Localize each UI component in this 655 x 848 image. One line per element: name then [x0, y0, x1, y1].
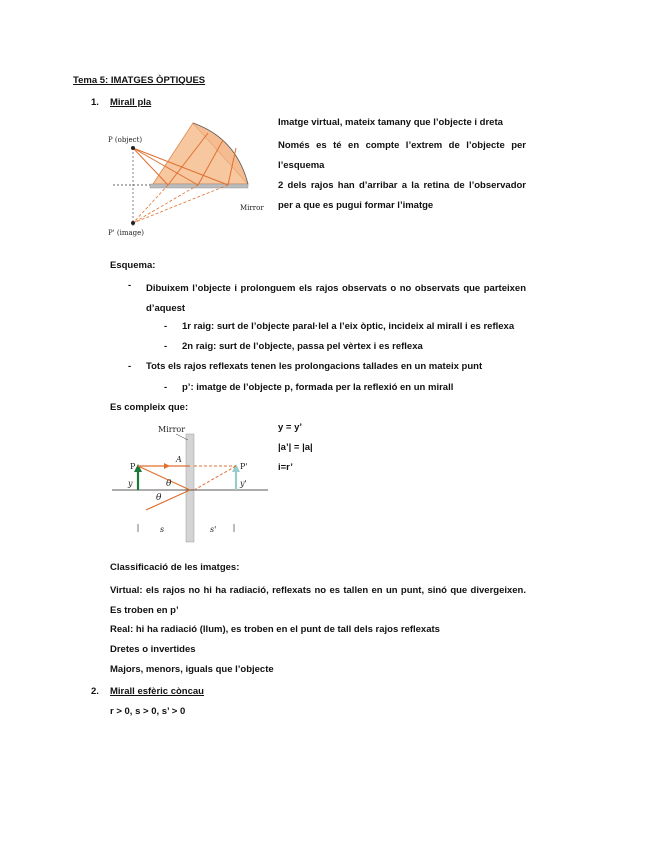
section-1-number: 1. — [91, 97, 99, 108]
ray-reflected-2 — [146, 490, 190, 510]
esquema-bullet-1: Dibuixem l’objecte i prolonguem els rajos observats o no observats que parteixen d’aquest — [146, 283, 526, 314]
esquema-heading: Esquema: — [110, 260, 156, 271]
esquema-sub-3: p’: imatge de l’objecte p, formada per la reflexió en un mirall — [182, 382, 454, 393]
figure-mirror-geometry — [110, 420, 270, 544]
extension-1 — [133, 185, 168, 223]
intro-paragraph-3: 2 dels rajos han d’arribar a la retina de l’observador per a que es pugui formar l’imatge — [278, 180, 526, 211]
label-y: y — [128, 479, 133, 488]
extension-vertex — [194, 466, 236, 490]
label-object: P (object) — [108, 136, 143, 144]
label-Pprime: P' — [240, 462, 248, 471]
label-sprime: s' — [210, 525, 217, 534]
ray-1 — [133, 148, 168, 185]
intro-paragraph-2: Només es té en compte l’extrem de l’objecte per l’esquema — [278, 140, 526, 171]
image-point — [131, 221, 135, 225]
label-theta-1: θ — [166, 479, 172, 489]
figure-plane-mirror-observer — [108, 118, 270, 240]
extension-2 — [133, 185, 198, 223]
label-yprime: y' — [240, 479, 247, 488]
label-A: A — [176, 455, 182, 464]
bullet-dash: - — [128, 361, 132, 372]
esquema-bullet-2: Tots els rajos reflexats tenen les prolongacions tallades en un mateix punt — [146, 361, 483, 372]
classificacio-dretes: Dretes o invertides — [110, 644, 196, 655]
section-2-number: 2. — [91, 686, 99, 697]
equation-2: |a’| = |a| — [278, 442, 313, 453]
concave-condition: r > 0, s > 0, s’ > 0 — [110, 706, 186, 717]
section-1-heading: Mirall pla — [110, 97, 152, 108]
label-mirror: Mirror — [240, 204, 264, 212]
bullet-dash: - — [128, 280, 132, 291]
classificacio-virtual: Virtual: els rajos no hi ha radiació, reflexats no es tallen en un punt, sinó que divergeixen. Es troben en p’ — [110, 585, 526, 616]
label-image: P' (image) — [108, 229, 144, 237]
classificacio-heading: Classificació de les imatges: — [110, 562, 240, 573]
sub-bullet-dash: - — [164, 321, 168, 332]
es-compleix-heading: Es compleix que: — [110, 402, 189, 413]
label-theta-2: θ — [156, 493, 162, 503]
mirror-plate — [186, 434, 194, 542]
extension-3 — [133, 185, 228, 223]
label-P: P — [130, 462, 136, 471]
section-2-heading: Mirall esfèric còncau — [110, 686, 204, 697]
classificacio-real: Real: hi ha radiació (llum), es troben en el punt de tall dels rajos reflexats — [110, 624, 440, 635]
sub-bullet-dash: - — [164, 382, 168, 393]
object-point — [131, 146, 135, 150]
esquema-sub-1: 1r raig: surt de l’objecte paral·lel a l’eix òptic, incideix al mirall i es reflexa — [182, 321, 515, 332]
mirror-bar — [150, 184, 248, 188]
esquema-sub-2: 2n raig: surt de l’objecte, passa pel vèrtex i es reflexa — [182, 341, 423, 352]
intro-line-1: Imatge virtual, mateix tamany que l’objecte i dreta — [278, 117, 503, 128]
figure2-mirror-label: Mirror — [158, 425, 186, 434]
equation-3: i=r’ — [278, 462, 293, 473]
classificacio-majors: Majors, menors, iguals que l’objecte — [110, 664, 274, 675]
label-s: s — [160, 525, 165, 534]
ray-to-vertex — [138, 466, 190, 490]
equation-1: y = y’ — [278, 422, 303, 433]
page-title: Tema 5: IMATGES ÒPTIQUES — [73, 75, 206, 86]
image-arrow-head — [232, 464, 240, 472]
sub-bullet-dash: - — [164, 341, 168, 352]
